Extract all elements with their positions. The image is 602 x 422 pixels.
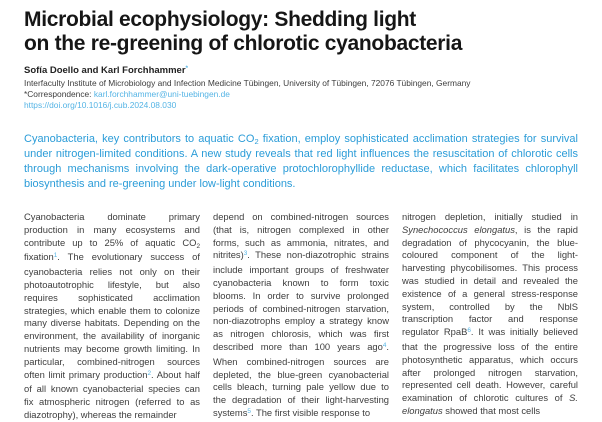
reference-superscript[interactable]: 1 — [53, 252, 58, 260]
page-title-line-1: Microbial ecophysiology: Shedding light — [24, 8, 416, 31]
article-body — [24, 211, 578, 422]
body-column-2 — [213, 211, 389, 422]
author-line — [24, 65, 578, 78]
text-segment: Sofía Doello and Karl Forchhammer — [24, 65, 186, 76]
text-segment: fixation — [24, 251, 54, 263]
page-title-line-2: on the re-greening of chlorotic cyanobacteria — [24, 32, 463, 55]
reference-superscript[interactable]: * — [185, 65, 189, 72]
text-segment: , is the rapid degradation of phycocyanin, the blue-coloured component of the light-harvesting phycobilisomes. This process was studied in detail and revealed the existence of a general stress-response system, controlled by the NblS transcription factor and response regulator RpaB — [402, 223, 578, 338]
text-segment: . About half of all known cyanobacterial species can fix atmospheric nitrogen (referred to as diazotrophy), whereas the remainder — [24, 368, 200, 420]
reference-superscript[interactable]: 2 — [147, 369, 152, 377]
abstract-summary — [24, 132, 578, 192]
italic-species-name: Synechococcus elongatus — [402, 223, 515, 235]
affiliation: Interfaculty Institute of Microbiology and Infection Medicine Tübingen, University of Tübingen, 72076 Tübingen, Germany — [24, 78, 471, 88]
text-segment: nitrogen depletion, initially studied in — [402, 211, 578, 222]
reference-superscript[interactable]: 4 — [382, 341, 387, 349]
text-segment: Cyanobacteria dominate primary production in many ecosystems and contribute up to 25% of aquatic CO — [24, 211, 200, 248]
hyperlink[interactable]: https://doi.org/10.1016/j.cub.2024.08.030 — [24, 100, 177, 110]
correspondence-line — [24, 89, 578, 100]
subscript-text: 2 — [254, 137, 259, 146]
text-segment: fixation, employ sophisticated acclimation strategies for survival under nitrogen-limited conditions. A new study reveals that red light influences the resuscitation of chlorotic cells through mechanisms involving the dark-operative protochlorophyllide reductase, which facilitates chlorophyll biosynthesis and re-greening under low-light conditions. — [24, 133, 578, 190]
text-segment: . It was initially believed that the progressive loss of the entire photosynthetic apparatus, which occurs after prolonged nitrogen starvation, represented cell death. However, careful examination of chlorotic cultures of — [402, 326, 578, 404]
text-segment: depend on combined-nitrogen sources (that is, nitrogen complexed in other forms, such as ammonia, nitrates, and nitrites) — [213, 211, 389, 261]
text-segment: . When combined-nitrogen sources are depleted, the blue-green cyanobacterial cells bleach, turning pale yellow due to the degradation of their light-harvesting systems — [213, 340, 389, 418]
italic-species-name: S. elongatus — [402, 392, 578, 416]
text-segment: Cyanobacteria, key contributors to aquatic CO — [24, 133, 255, 145]
subscript-text: 2 — [196, 242, 200, 250]
text-segment: *Correspondence: — [24, 89, 94, 99]
reference-superscript[interactable]: 5 — [247, 407, 251, 415]
page-title — [24, 8, 578, 56]
reference-superscript[interactable]: 6 — [467, 327, 471, 335]
hyperlink[interactable]: karl.forchhammer@uni-tuebingen.de — [93, 89, 230, 99]
text-segment: showed that most cells — [442, 404, 541, 416]
body-column-3 — [402, 211, 578, 422]
reference-superscript[interactable]: 3 — [243, 250, 248, 258]
text-segment: . The evolutionary success of cyanobacteria relies not only on their photoautotrophic lifestyle, but also requires sophisticated acclimation strategies, which enable them to colonize many diverse habitats. Depending on the environment, the availability of inorganic nutrients may become growth limiting. In particular, combined-nitrogen sources often limit primary production — [24, 251, 200, 380]
body-column-1 — [24, 211, 200, 422]
text-segment: . The first visible response to — [250, 406, 371, 418]
text-segment: . These non-diazotrophic strains include important groups of freshwater cyanobacteria known to form toxic blooms. In order to survive prolonged periods of combined-nitrogen starvation, non-diazotrophs employ a strategy know as nitrogen chlorosis, which was first described more than 100 years ago — [213, 249, 389, 352]
doi-link-line — [24, 100, 578, 111]
